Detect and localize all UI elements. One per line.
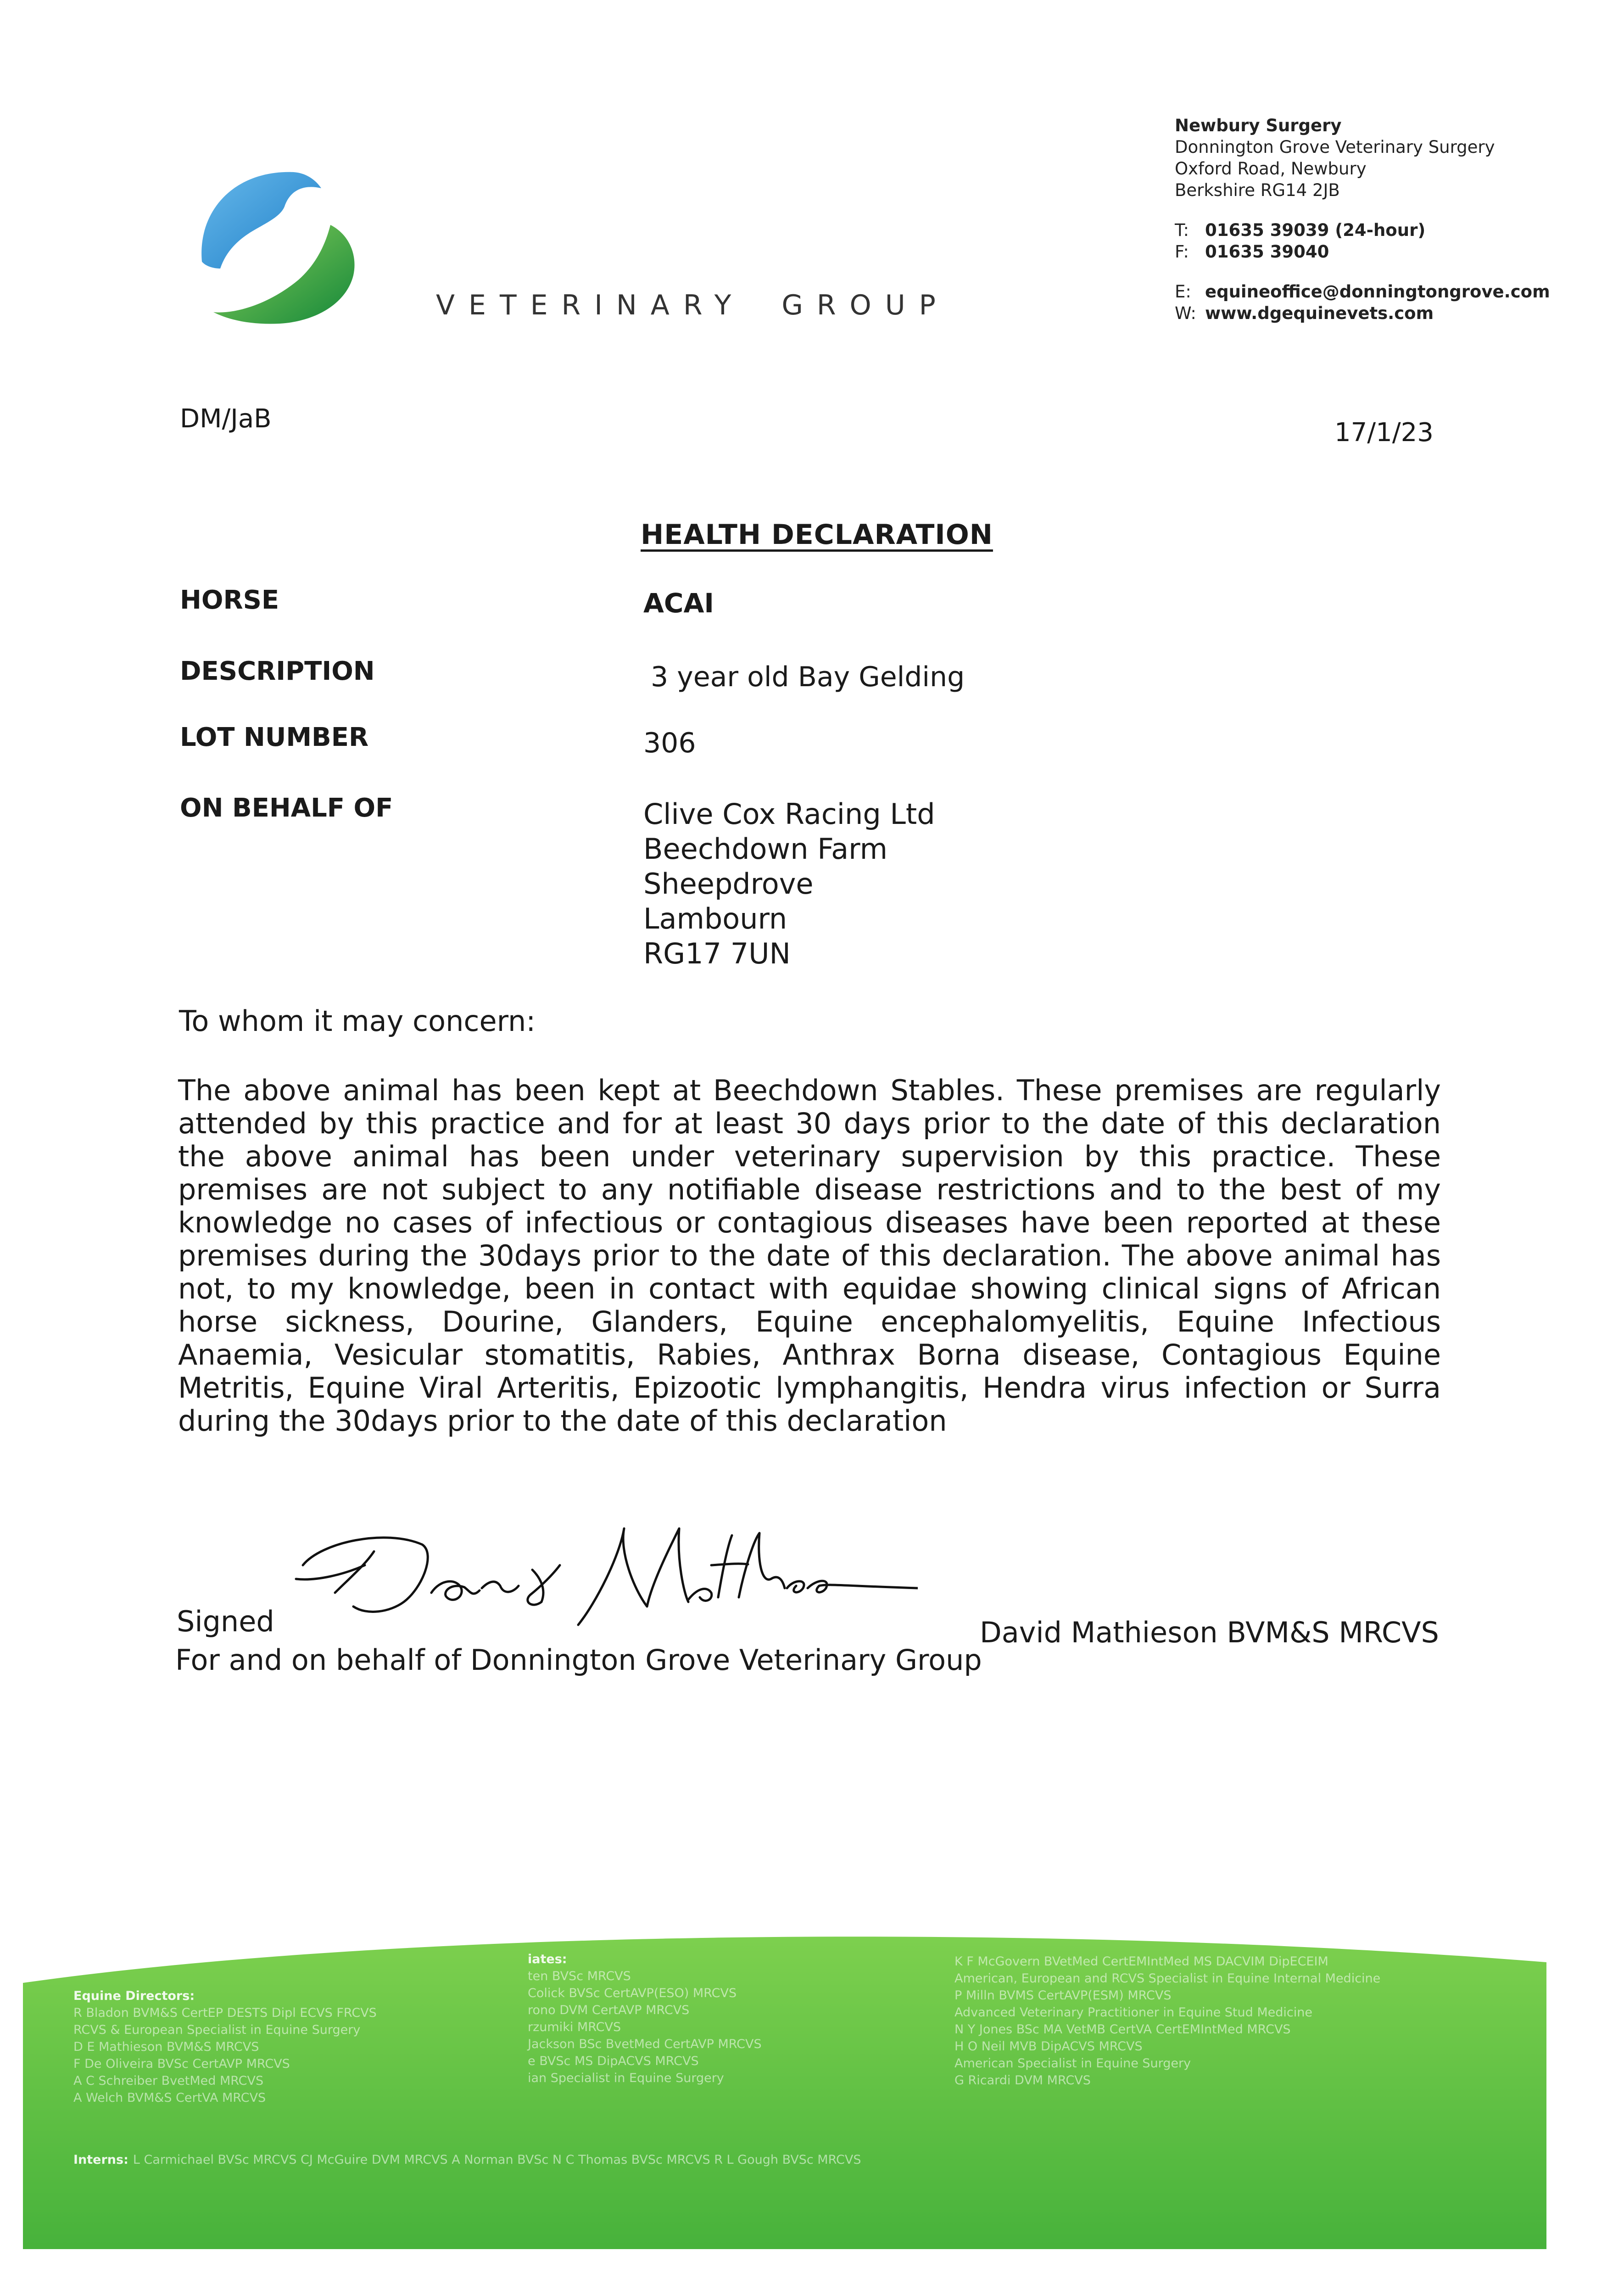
phone-label: T: xyxy=(1175,220,1189,240)
web-row xyxy=(1175,302,1550,324)
director-line: A Welch BVM&S CertVA MRCVS xyxy=(73,2091,266,2105)
director-line: F De Oliveira BVSc CertAVP MRCVS xyxy=(73,2057,290,2071)
phone-row xyxy=(1175,219,1550,241)
associate-line: Colick BVSc CertAVP(ESO) MRCVS xyxy=(528,1986,737,2000)
horse-label: HORSE xyxy=(180,585,279,615)
footer-associates xyxy=(528,1951,762,2087)
address-line: Lambourn xyxy=(643,902,787,935)
associate-line: Jackson BSc BvetMed CertAVP MRCVS xyxy=(528,2037,762,2051)
phone-number: 01635 39039 (24-hour) xyxy=(1205,220,1426,240)
web-label: W: xyxy=(1175,303,1196,323)
document-title: HEALTH DECLARATION xyxy=(641,519,993,551)
on-behalf-line: For and on behalf of Donnington Grove Veterinary Group xyxy=(175,1643,982,1677)
surgery-address-block xyxy=(1175,115,1550,324)
address-line: Donnington Grove Veterinary Surgery xyxy=(1175,137,1495,157)
director-line: RCVS & European Specialist in Equine Surgery xyxy=(73,2023,361,2037)
address-line: Sheepdrove xyxy=(643,867,814,901)
handwritten-signature xyxy=(285,1510,918,1634)
fax-label: F: xyxy=(1175,242,1189,262)
wordmark-veterinary: VETERINARY xyxy=(436,289,745,321)
director-line: D E Mathieson BVM&S MRCVS xyxy=(73,2040,259,2054)
on-behalf-address xyxy=(643,797,935,971)
vet-line: N Y Jones BSc MA VetMB CertVA CertEMIntMed MRCVS xyxy=(954,2022,1291,2037)
lot-number-value: 306 xyxy=(643,727,696,759)
vet-line: American, European and RCVS Specialist in Equine Internal Medicine xyxy=(954,1971,1381,1986)
letter-date: 17/1/23 xyxy=(1334,418,1434,448)
associate-line: ten BVSc MRCVS xyxy=(528,1969,631,1983)
reference: DM/JaB xyxy=(180,404,272,434)
surgery-name: Newbury Surgery xyxy=(1175,116,1342,135)
associate-line: rzumiki MRCVS xyxy=(528,2020,621,2034)
address-line: Clive Cox Racing Ltd xyxy=(643,797,935,831)
wordmark xyxy=(436,289,949,321)
email-address: equineoffice@donningtongrove.com xyxy=(1205,282,1550,302)
address-line: Oxford Road, Newbury xyxy=(1175,159,1367,179)
fax-row xyxy=(1175,241,1550,263)
directors-heading: Equine Directors: xyxy=(73,1989,195,2003)
address-line: RG17 7UN xyxy=(643,937,791,970)
vet-line: P Milln BVMS CertAVP(ESM) MRCVS xyxy=(954,1988,1172,2003)
associate-line: rono DVM CertAVP MRCVS xyxy=(528,2003,690,2017)
email-row xyxy=(1175,281,1550,302)
signed-label: Signed xyxy=(177,1605,274,1638)
greeting: To whom it may concern: xyxy=(179,1004,536,1038)
vet-line: G Ricardi DVM MRCVS xyxy=(954,2073,1091,2088)
declaration-body: The above animal has been kept at Beechdown Stables. These premises are regularly attended by this practice and for at least 30 days prior to the date of this declaration the above animal has been under veterinary supervision by this practice. These premises are not subject to any notifiable disease restrictions and to the best of my knowledge no cases of infectious or contagious diseases have been reported at these premises during the 30days prior to the date of this declaration. The above animal has not, to my knowledge, been in contact with equidae showing clinical signs of African horse sickness, Dourine, Glanders, Equine encephalomyelitis, Equine Infectious Anaemia, Vesicular stomatitis, Rabies, Anthrax Borna disease, Contagious Equine Metritis, Equine Viral Arteritis, Epizootic lymphangitis, Hendra virus infection or Surra during the 30days prior to the date of this declaration xyxy=(178,1074,1441,1438)
vet-line: Advanced Veterinary Practitioner in Equine Stud Medicine xyxy=(954,2005,1312,2020)
vet-line: American Specialist in Equine Surgery xyxy=(954,2056,1191,2071)
description-label: DESCRIPTION xyxy=(180,656,375,686)
interns-heading: Interns: xyxy=(73,2153,128,2167)
website: www.dgequinevets.com xyxy=(1205,303,1434,323)
director-line: A C Schreiber BvetMed MRCVS xyxy=(73,2074,264,2088)
footer-directors xyxy=(73,1987,377,2106)
director-line: R Bladon BVM&S CertEP DESTS Dipl ECVS FRCVS xyxy=(73,2006,377,2020)
footer-vets xyxy=(954,1953,1380,2089)
address-line: Berkshire RG14 2JB xyxy=(1175,180,1340,200)
email-label: E: xyxy=(1175,282,1191,302)
associates-heading: iates: xyxy=(528,1952,567,1966)
description-value: 3 year old Bay Gelding xyxy=(651,661,965,693)
wordmark-group: GROUP xyxy=(781,289,949,321)
lot-number-label: LOT NUMBER xyxy=(180,722,369,752)
signer-name: David Mathieson BVM&S MRCVS xyxy=(980,1616,1439,1649)
fax-number: 01635 39040 xyxy=(1205,242,1329,262)
associate-line: ian Specialist in Equine Surgery xyxy=(528,2071,724,2085)
on-behalf-label: ON BEHALF OF xyxy=(180,793,393,823)
vet-line: K F McGovern BVetMed CertEMIntMed MS DACVIM DipECEIM xyxy=(954,1954,1328,1969)
footer-interns xyxy=(73,2153,861,2167)
horse-value: ACAI xyxy=(643,588,714,619)
interns-list: L Carmichael BVSc MRCVS CJ McGuire DVM MRCVS A Norman BVSc N C Thomas BVSc MRCVS R L Gough BVSc MRCVS xyxy=(133,2153,861,2167)
veterinary-group-logo xyxy=(193,156,367,330)
address-line: Beechdown Farm xyxy=(643,832,887,866)
associate-line: e BVSc MS DipACVS MRCVS xyxy=(528,2054,699,2068)
vet-line: H O Neil MVB DipACVS MRCVS xyxy=(954,2039,1143,2054)
